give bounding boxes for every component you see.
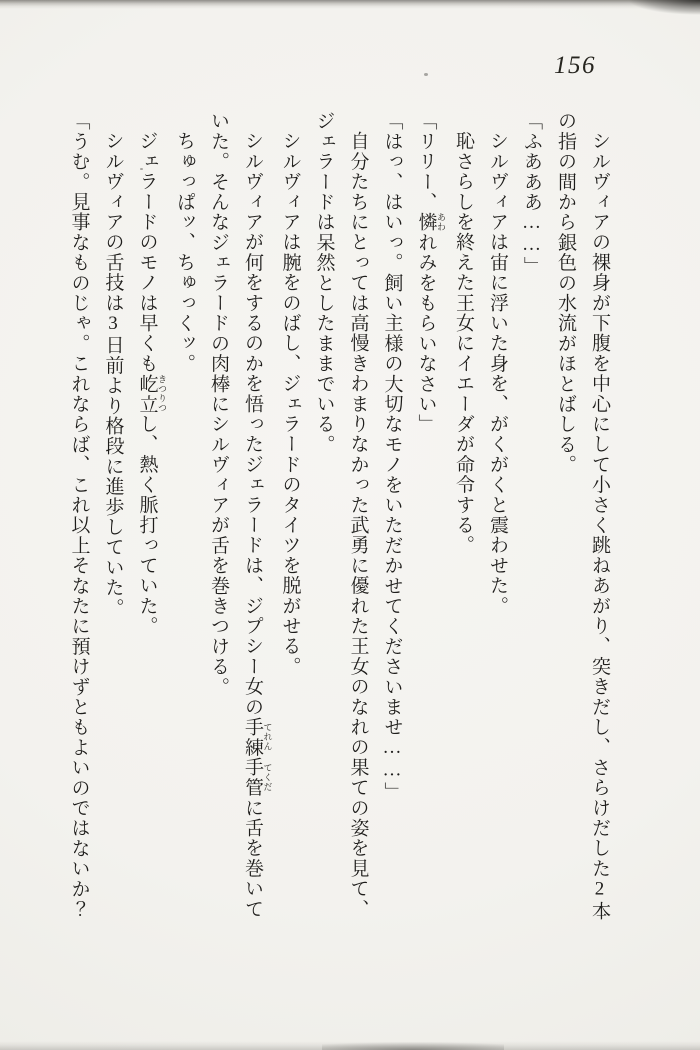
paragraph-2: 「ふあああ……」	[521, 111, 542, 277]
paragraph-6: 「はっ、はいっ。飼い主様の大切なモノをいただかせてくださいませ……」	[381, 111, 403, 802]
page-bottom-edge-blob	[322, 1039, 504, 1050]
paragraph-4: 恥さらしを終えた王女にイエーダが命令する。	[453, 131, 474, 556]
paragraph-11: ジェラードのモノは早くも屹立 きつりつし、熱く脈打っていた。	[136, 131, 167, 637]
scan-speck	[424, 73, 428, 76]
ruby-annotated-word: 手練 てれん	[242, 717, 273, 758]
paragraph-7: 自分たちにとっては高慢きわまりなかった武勇に優れた王女のなれの果ての姿を見て、ジェラードは呆然としたままでいる。	[313, 111, 369, 919]
vertical-text-block	[60, 111, 616, 923]
page-top-edge-shadow	[0, 0, 700, 9]
ruby-annotated-word: 憐 あわ	[415, 212, 446, 233]
scan-speck	[140, 168, 143, 170]
page-number: 156	[554, 52, 596, 79]
paragraph-10: ちゅっぱッ、ちゅっくッ。	[174, 131, 195, 374]
paragraph-1: シルヴィアの裸身が下腹を中心にして小さく跳ねあがり、突きだし、さらけだした2本の指の間から銀色の水流がほとばしる。	[555, 111, 610, 921]
paragraph-3: シルヴィアは宙に浮いた身を、がくがくと震わせた。	[487, 131, 508, 616]
paragraph-13: 「うむ。見事なものじゃ。これならば、これ以上そなたに預けずともよいのではないか？	[68, 111, 90, 919]
ruby-annotated-word: 屹立 きつりつ	[136, 373, 167, 414]
paragraph-5: 「リリー、憐 あわれみをもらいなさい」	[415, 111, 446, 435]
paragraph-12: シルヴィアの舌技は3日前より格段に進歩していた。	[102, 131, 124, 618]
ruby-annotated-word: 手管 てくだ	[242, 757, 273, 798]
page-top-right-corner-shadow	[605, 0, 700, 20]
scan-speck	[526, 159, 528, 161]
paragraph-8: シルヴィアは腕をのばし、ジェラードのタイツを脱がせる。	[279, 131, 301, 677]
paragraph-9: シルヴィアが何をするのかを悟ったジェラードは、ジプシー女の手練 てれん手管 てくだに舌を巻いていた。そんなジェラードの肉棒にシルヴィアが舌を巻きつける。	[208, 111, 273, 920]
